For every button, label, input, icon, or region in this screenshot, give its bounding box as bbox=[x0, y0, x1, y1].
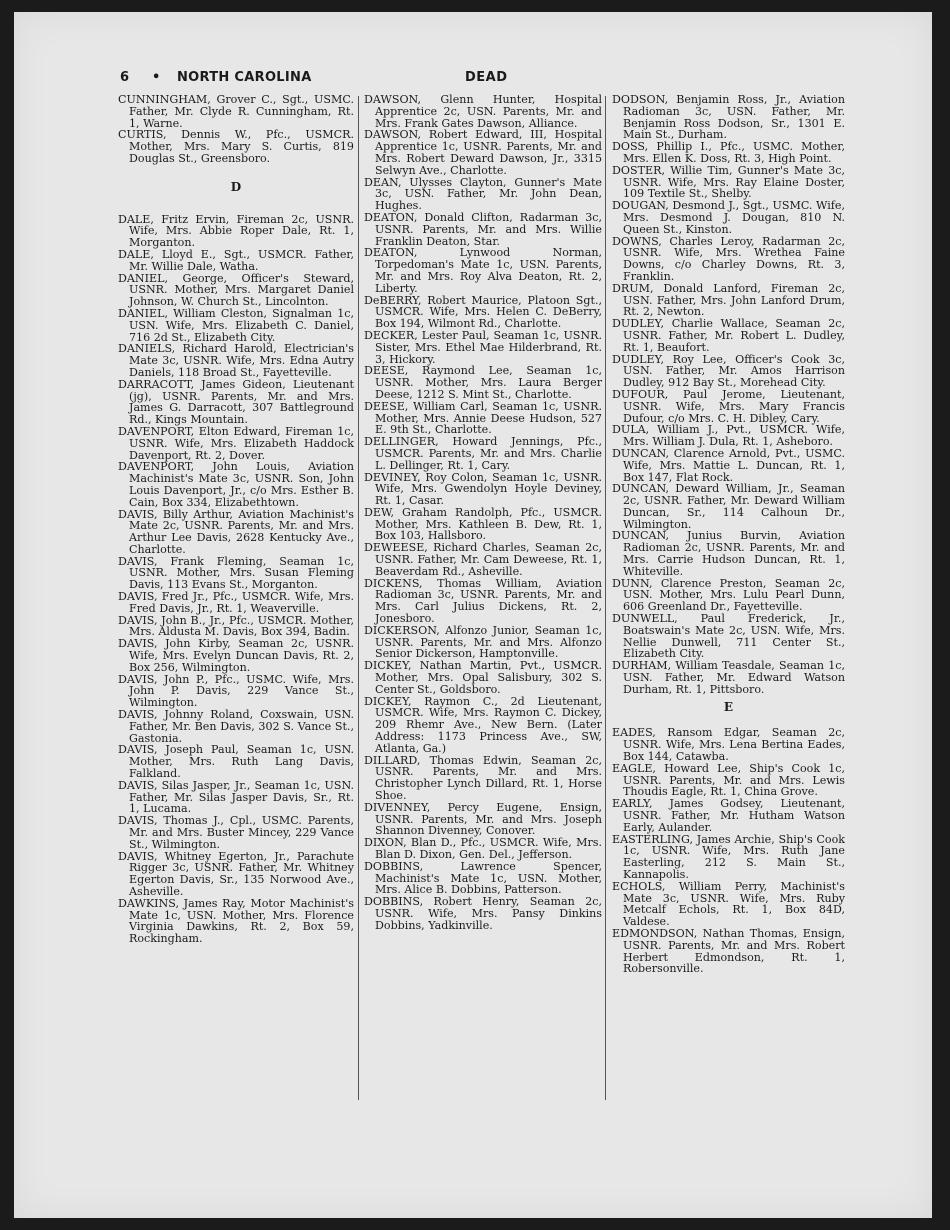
list-item: DAVIS, John P., Pfc., USMC. Wife, Mrs. John P. Davis, 229 Vance St., Wilmington. bbox=[118, 672, 354, 710]
section-title: DEAD bbox=[465, 70, 508, 85]
list-item: DEW, Graham Randolph, Pfc., USMCR. Mother, Mrs. Kathleen B. Dew, Rt. 1, Box 103, Hallsboro. bbox=[364, 505, 602, 543]
list-item: EARLY, James Godsey, Lieutenant, USNR. Father, Mr. Hutham Watson Early, Aulander. bbox=[612, 797, 845, 834]
list-item: DICKEY, Nathan Martin, Pvt., USMCR. Mother, Mrs. Opal Salisbury, 302 S. Center St., Goldsboro. bbox=[364, 659, 602, 696]
list-item: CURTIS, Dennis W., Pfc., USMCR. Mother, Mrs. Mary S. Curtis, 819 Douglas St., Greensboro. bbox=[118, 128, 354, 165]
list-item: DAVENPORT, John Louis, Aviation Machinist's Mate 3c, USNR. Son, John Louis Davenport, Jr., c/o Mrs. Esther B. Cain, Box 334, Elizabethtown. bbox=[118, 460, 354, 509]
list-item: DURHAM, William Teasdale, Seaman 1c, USN. Father, Mr. Edward Watson Durham, Rt. 1, Pittsboro. bbox=[612, 659, 845, 696]
list-item: DOBBINS, Robert Henry, Seaman 2c, USNR. Wife, Mrs. Pansy Dinkins Dobbins, Yadkinville. bbox=[364, 895, 602, 932]
list-item: DAVIS, Johnny Roland, Coxswain, USN. Father, Mr. Ben Davis, 302 S. Vance St., Gastonia. bbox=[118, 708, 354, 745]
column-1 bbox=[118, 94, 354, 945]
list-item: DIVENNEY, Percy Eugene, Ensign, USNR. Parents, Mr. and Mrs. Joseph Shannon Divenney, Conover. bbox=[364, 800, 602, 838]
list-item: DOBBINS, Lawrence Spencer, Machinist's Mate 1c, USN. Mother, Mrs. Alice B. Dobbins, Patterson. bbox=[364, 859, 602, 897]
list-item: CUNNINGHAM, Grover C., Sgt., USMC. Father, Mr. Clyde R. Cunningham, Rt. 1, Warne. bbox=[118, 93, 354, 130]
list-item: DICKENS, Thomas William, Aviation Radioman 3c, USNR. Parents, Mr. and Mrs. Carl Julius Dickens, Rt. 2, Jonesboro. bbox=[364, 576, 602, 626]
list-item: DAVIS, John Kirby, Seaman 2c, USNR. Wife, Mrs. Evelyn Duncan Davis, Rt. 2, Box 256, Wilmington. bbox=[118, 637, 354, 674]
list-item: DAVIS, John B., Jr., Pfc., USMCR. Mother, Mrs. Aldusta M. Davis, Box 394, Badin. bbox=[118, 613, 354, 639]
section-letter: E bbox=[723, 699, 734, 714]
list-item: DUNCAN, Junius Burvin, Aviation Radioman 2c, USNR. Parents, Mr. and Mrs. Carrie Hudson Duncan, Rt. 1, Whiteville. bbox=[612, 529, 845, 578]
list-item: DRUM, Donald Lanford, Fireman 2c, USN. Father, Mrs. John Lanford Drum, Rt. 2, Newton. bbox=[612, 281, 845, 319]
list-item: DOUGAN, Desmond J., Sgt., USMC. Wife, Mrs. Desmond J. Dougan, 810 N. Queen St., Kinston. bbox=[612, 199, 845, 236]
page-number: 6 bbox=[120, 70, 130, 85]
list-item: DOSTER, Willie Tim, Gunner's Mate 3c, USNR. Wife, Mrs. Ray Elaine Doster, 109 Textile St., Shelby. bbox=[612, 163, 845, 201]
list-item: EAGLE, Howard Lee, Ship's Cook 1c, USNR. Parents, Mr. and Mrs. Lewis Thoudis Eagle, Rt. 1, China Grove. bbox=[612, 761, 845, 799]
list-item: DALE, Fritz Ervin, Fireman 2c, USNR. Wife, Mrs. Abbie Roper Dale, Rt. 1, Morganton. bbox=[118, 212, 354, 250]
list-item: DAWSON, Robert Edward, III, Hospital Apprentice 1c, USNR. Parents, Mr. and Mrs. Robert Deward Dawson, Jr., 3315 Selwyn Ave., Charlotte. bbox=[364, 128, 602, 177]
list-item: DULA, William J., Pvt., USMCR. Wife, Mrs. William J. Dula, Rt. 1, Asheboro. bbox=[612, 423, 845, 449]
list-item: DANIEL, William Cleston, Signalman 1c, USN. Wife, Mrs. Elizabeth C. Daniel, 716 2d St., Elizabeth City. bbox=[118, 306, 354, 344]
list-item: DIXON, Blan D., Pfc., USMCR. Wife, Mrs. Blan D. Dixon, Gen. Del., Jefferson. bbox=[364, 836, 602, 861]
column-divider bbox=[605, 96, 606, 1100]
list-item: DICKEY, Raymon C., 2d Lieutenant, USMCR. Wife, Mrs. Raymon C. Dickey, 209 Rhemr Ave., New Bern. (Later Address: 1173 Princess Ave., SW, Atlanta, Ga.) bbox=[364, 694, 602, 755]
list-item: DODSON, Benjamin Ross, Jr., Aviation Radioman 3c, USN. Father, Mr. Benjamin Ross Dodson, Sr., 1301 E. Main St., Durham. bbox=[612, 93, 845, 142]
list-item: DEATON, Lynwood Norman, Torpedoman's Mate 1c, USN. Parents, Mr. and Mrs. Roy Alva Deaton, Rt. 2, Liberty. bbox=[364, 246, 602, 295]
list-item: DILLARD, Thomas Edwin, Seaman 2c, USNR. Parents, Mr. and Mrs. Christopher Lynch Dillard, Rt. 1, Horse Shoe. bbox=[364, 753, 602, 803]
list-item: DeBERRY, Robert Maurice, Platoon Sgt., USMCR. Wife, Mrs. Helen C. DeBerry, Box 194, Wilmont Rd., Charlotte. bbox=[364, 293, 602, 331]
list-item: ECHOLS, William Perry, Machinist's Mate 3c, USNR. Wife, Mrs. Ruby Metcalf Echols, Rt. 1, Box 84D, Valdese. bbox=[612, 879, 845, 929]
list-item: DEWEESE, Richard Charles, Seaman 2c, USNR. Father, Mr. Cam Deweese, Rt. 1, Beaverdam Rd., Asheville. bbox=[364, 541, 602, 578]
list-item: DAVIS, Frank Fleming, Seaman 1c, USNR. Mother, Mrs. Susan Fleming Davis, 113 Evans St., Morganton. bbox=[118, 554, 354, 592]
list-item: DEESE, William Carl, Seaman 1c, USNR. Mother, Mrs. Annie Deese Hudson, 527 E. 9th St., Charlotte. bbox=[364, 399, 602, 437]
list-item: EASTERLING, James Archie, Ship's Cook 1c, USNR. Wife, Mrs. Ruth Jane Easterling, 212 S. Main St., Kannapolis. bbox=[612, 832, 845, 881]
list-item: DUDLEY, Roy Lee, Officer's Cook 3c, USN. Father, Mr. Amos Harrison Dudley, 912 Bay St., Morehead City. bbox=[612, 352, 845, 390]
list-item: DAVIS, Fred Jr., Pfc., USMCR. Wife, Mrs. Fred Davis, Jr., Rt. 1, Weaverville. bbox=[118, 590, 354, 615]
list-item: DECKER, Lester Paul, Seaman 1c, USNR. Sister, Mrs. Ethel Mae Hilderbrand, Rt. 3, Hickory. bbox=[364, 328, 602, 366]
column-3 bbox=[612, 94, 845, 975]
list-item: DEATON, Donald Clifton, Radarman 3c, USNR. Parents, Mr. and Mrs. Willie Franklin Deaton, Star. bbox=[364, 210, 602, 248]
list-item: DAVIS, Silas Jasper, Jr., Seaman 1c, USN. Father, Mr. Silas Jasper Davis, Sr., Rt. 1, Lucama. bbox=[118, 778, 354, 816]
list-item: EDMONDSON, Nathan Thomas, Ensign, USNR. Parents, Mr. and Mrs. Robert Herbert Edmondson, Rt. 1, Robersonville. bbox=[612, 926, 845, 976]
list-item: DANIELS, Richard Harold, Electrician's Mate 3c, USNR. Wife, Mrs. Edna Autry Daniels, 118 Broad St., Fayetteville. bbox=[118, 342, 354, 379]
list-item: DICKERSON, Alfonzo Junior, Seaman 1c, USNR. Parents, Mr. and Mrs. Alfonzo Senior Dickerson, Hamptonville. bbox=[364, 623, 602, 661]
list-item: DAVIS, Billy Arthur, Aviation Machinist's Mate 2c, USNR. Parents, Mr. and Mrs. Arthur Lee Davis, 2628 Kentucky Ave., Charlotte. bbox=[118, 507, 354, 556]
list-item: DUNCAN, Deward William, Jr., Seaman 2c, USNR. Father, Mr. Deward William Duncan, Sr., 114 Calhoun Dr., Wilmington. bbox=[612, 482, 845, 531]
list-item: DUNCAN, Clarence Arnold, Pvt., USMC. Wife, Mrs. Mattie L. Duncan, Rt. 1, Box 147, Flat Rock. bbox=[612, 446, 845, 484]
list-item: DOSS, Phillip I., Pfc., USMC. Mother, Mrs. Ellen K. Doss, Rt. 3, High Point. bbox=[612, 140, 845, 165]
list-item: DUFOUR, Paul Jerome, Lieutenant, USNR. Wife, Mrs. Mary Francis Dufour, c/o Mrs. C. H. Dibley, Cary. bbox=[612, 387, 845, 425]
list-item: DEAN, Ulysses Clayton, Gunner's Mate 3c, USN. Father, Mr. John Dean, Hughes. bbox=[364, 175, 602, 213]
list-item: DUDLEY, Charlie Wallace, Seaman 2c, USNR. Father, Mr. Robert L. Dudley, Rt. 1, Beaufort. bbox=[612, 317, 845, 354]
page-header bbox=[120, 70, 810, 90]
state-title: NORTH CAROLINA bbox=[177, 70, 312, 85]
list-item: DUNWELL, Paul Frederick, Jr., Boatswain's Mate 2c, USN. Wife, Mrs. Nellie Dunwell, 711 Center St., Elizabeth City. bbox=[612, 612, 845, 661]
list-item: DANIEL, George, Officer's Steward, USNR. Mother, Mrs. Margaret Daniel Johnson, W. Church St., Lincolnton. bbox=[118, 271, 354, 309]
list-item: DAVENPORT, Elton Edward, Fireman 1c, USNR. Wife, Mrs. Elizabeth Haddock Davenport, Rt. 2, Dover. bbox=[118, 424, 354, 462]
list-item: DAVIS, Thomas J., Cpl., USMC. Parents, Mr. and Mrs. Buster Mincey, 229 Vance St., Wilmington. bbox=[118, 814, 354, 851]
list-item: DEVINEY, Roy Colon, Seaman 1c, USNR. Wife, Mrs. Gwendolyn Hoyle Deviney, Rt. 1, Casar. bbox=[364, 470, 602, 508]
list-item: DAVIS, Joseph Paul, Seaman 1c, USN. Mother, Mrs. Ruth Lang Davis, Falkland. bbox=[118, 743, 354, 781]
list-item: DALE, Lloyd E., Sgt., USMCR. Father, Mr. Willie Dale, Watha. bbox=[118, 247, 354, 273]
list-item: DELLINGER, Howard Jennings, Pfc., USMCR. Parents, Mr. and Mrs. Charlie L. Dellinger, Rt. 1, Cary. bbox=[364, 435, 602, 472]
list-item: DAWSON, Glenn Hunter, Hospital Apprentice 2c, USN. Parents, Mr. and Mrs. Frank Gates Dawson, Alliance. bbox=[364, 93, 602, 130]
list-item: DAVIS, Whitney Egerton, Jr., Parachute Rigger 3c, USNR. Father, Mr. Whitney Egerton Davis, Sr., 135 Norwood Ave., Asheville. bbox=[118, 849, 354, 898]
list-item: DEESE, Raymond Lee, Seaman 1c, USNR. Mother, Mrs. Laura Berger Deese, 1212 S. Mint St., Charlotte. bbox=[364, 364, 602, 401]
list-item: DAWKINS, James Ray, Motor Machinist's Mate 1c, USN. Mother, Mrs. Florence Virginia Dawkins, Rt. 2, Box 59, Rockingham. bbox=[118, 896, 354, 946]
column-2 bbox=[364, 94, 602, 932]
column-divider bbox=[358, 96, 359, 1100]
header-bullet: • bbox=[152, 70, 161, 85]
list-item: EADES, Ransom Edgar, Seaman 2c, USNR. Wife, Mrs. Lena Bertina Eades, Box 144, Catawba. bbox=[612, 726, 845, 764]
list-item: DARRACOTT, James Gideon, Lieutenant (jg), USNR. Parents, Mr. and Mrs. James G. Darracott, 307 Battleground Rd., Kings Mountain. bbox=[118, 377, 354, 427]
list-item: DUNN, Clarence Preston, Seaman 2c, USN. Mother, Mrs. Lulu Pearl Dunn, 606 Greenland Dr., Fayetteville. bbox=[612, 576, 845, 614]
list-item: DOWNS, Charles Leroy, Radarman 2c, USNR. Wife, Mrs. Wrethea Faine Downs, c/o Charley Downs, Rt. 3, Franklin. bbox=[612, 234, 845, 283]
section-letter: D bbox=[230, 179, 242, 194]
